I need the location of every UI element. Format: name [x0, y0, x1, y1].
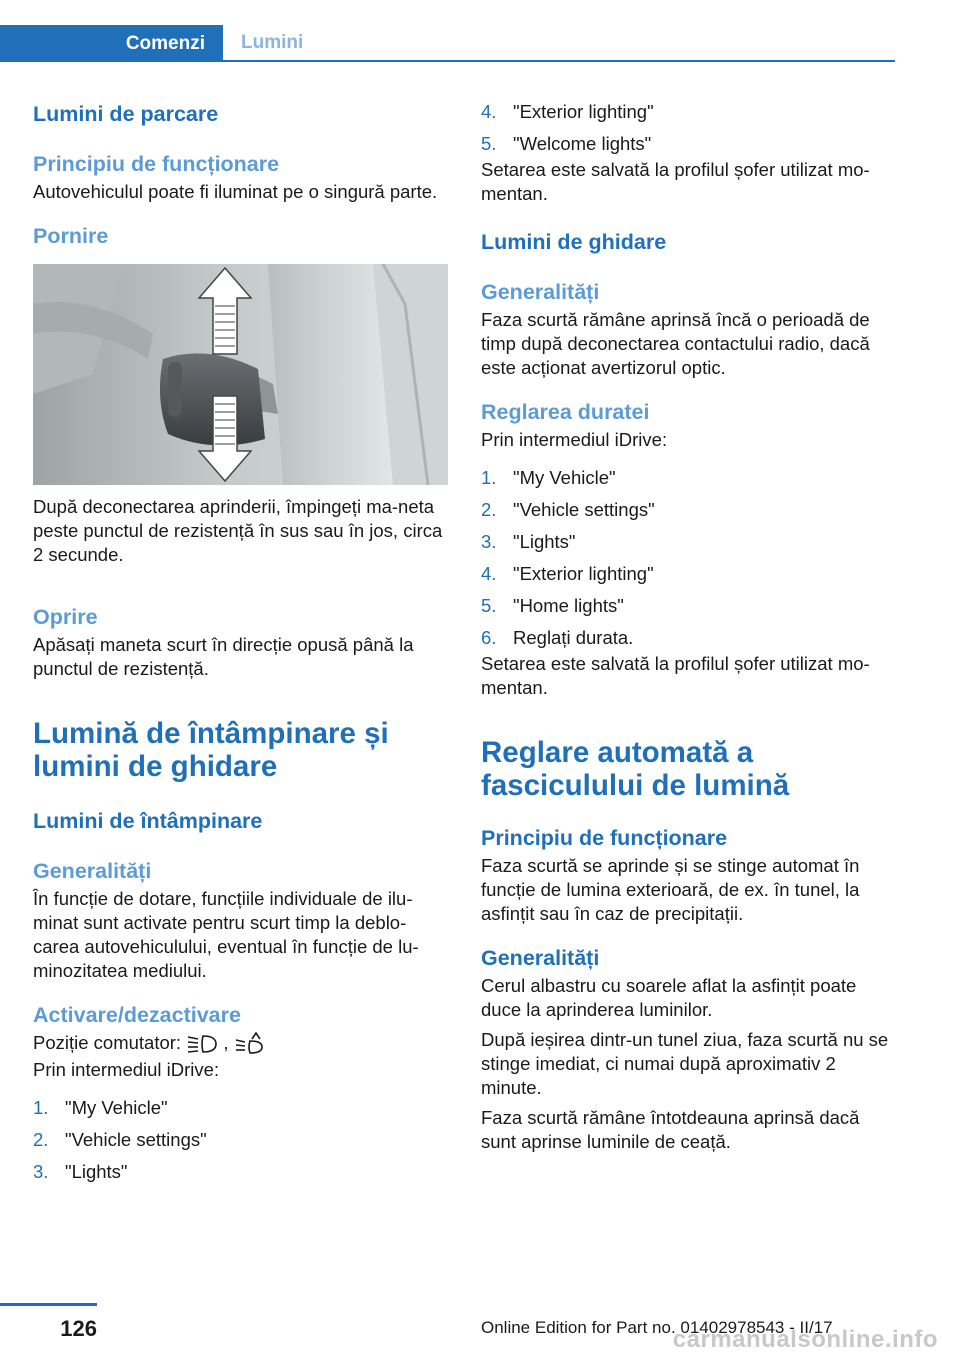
paragraph-generalitati: În funcție de dotare, funcțiile individuale de ilu-minat sunt activate pentru scurt timp la deblo-carea autovehiculului, eventual în funcție de lu-minozitatea mediului.: [33, 888, 419, 981]
paragraph-setare-1: Setarea este salvată la profilul șofer utilizat mo-mentan.: [481, 159, 870, 204]
list-item: 5. "Welcome lights": [481, 133, 652, 154]
list-item: 3. "Lights": [481, 531, 576, 552]
list-item: 2. "Vehicle settings": [33, 1129, 207, 1151]
right-steps-list-top: [481, 100, 896, 164]
list-item: 1. "My Vehicle": [33, 1097, 168, 1119]
left-steps-list: [33, 1096, 448, 1192]
heading-principiu: Principiu de funcționare: [33, 152, 280, 176]
paragraph-oprire: Apăsați maneta scurt în direcție opusă până la punctul de rezistență.: [33, 634, 414, 679]
right-column: [481, 100, 896, 1154]
paragraph-faza-scurta: Faza scurtă rămâne aprinsă încă o perioadă de timp după deconectarea contactului radio, dacă este acționat avertizorul optic.: [481, 309, 870, 378]
heading-reglarea-duratei: Reglarea duratei: [481, 400, 650, 424]
heading-lumina-intampinare: Lumină de întâmpinare și lumini de ghidare: [33, 717, 389, 783]
heading-lumini-intampinare: Lumini de întâmpinare: [33, 809, 263, 833]
paragraph-intro: Autovehiculul poate fi iluminat pe o singură parte.: [33, 181, 438, 202]
paragraph-pornire: După deconectarea aprinderii, împingeți ma-neta peste punctul de rezistență în sus sau în jos, circa 2 secunde.: [33, 496, 443, 565]
auto-light-icon: [234, 1032, 266, 1056]
header-tabs: [0, 25, 895, 61]
paragraph-principiu-2: Faza scurtă se aprinde și se stinge automat în funcție de lumina exterioară, de ex. în tunel, la asfințit sau în caz de precipitații.: [481, 855, 860, 924]
low-beam-icon: [186, 1032, 218, 1056]
footer-rule: [0, 1303, 97, 1306]
lever-photo: [33, 264, 448, 485]
list-item: 5. "Home lights": [481, 595, 624, 616]
list-item: 4. "Exterior lighting": [481, 563, 654, 584]
paragraph-idrive-2: Prin intermediul iDrive:: [481, 429, 668, 450]
list-item: 4. "Exterior lighting": [481, 101, 654, 122]
label-comma: ,: [223, 1032, 229, 1053]
paragraph-cer-albastru: Cerul albastru cu soarele aflat la asfințit poate duce la aprinderea luminilor.: [481, 975, 857, 1020]
edition-note: Online Edition for Part no. 01402978543 - II/17: [481, 1318, 833, 1337]
heading-activare: Activare/dezactivare: [33, 1003, 241, 1027]
right-steps-list: [481, 466, 896, 658]
heading-principiu-2: Principiu de funcționare: [481, 826, 728, 850]
heading-reglare-automata: Reglare automată a fasciculului de lumină: [481, 736, 790, 802]
list-item: 2. "Vehicle settings": [481, 499, 655, 520]
list-item: 3. "Lights": [33, 1161, 128, 1183]
tab-lumini[interactable]: Lumini: [241, 32, 304, 53]
paragraph-setare-2: Setarea este salvată la profilul șofer utilizat mo-mentan.: [481, 653, 870, 698]
label-pozitie: Poziție comutator:: [33, 1032, 182, 1053]
paragraph-ceata: Faza scurtă rămâne întotdeauna aprinsă dacă sunt aprinse luminile de ceață.: [481, 1107, 860, 1152]
heading-oprire: Oprire: [33, 605, 98, 629]
list-item: 6. Reglați durata.: [481, 627, 634, 648]
list-item: 1. "My Vehicle": [481, 467, 616, 488]
left-column: [33, 100, 448, 1192]
page-number: 126: [60, 1316, 97, 1341]
paragraph-pozitie: [33, 1031, 448, 1056]
heading-lumini-parcare: Lumini de parcare: [33, 102, 219, 126]
heading-lumini-ghidare: Lumini de ghidare: [481, 230, 667, 254]
heading-generalitati-3: Generalități: [481, 946, 600, 970]
watermark: carmanualsonline.info: [672, 1326, 938, 1353]
heading-generalitati-2: Generalități: [481, 280, 600, 304]
tab-comenzi[interactable]: Comenzi: [0, 25, 223, 62]
heading-generalitati: Generalități: [33, 859, 152, 883]
paragraph-idrive: Prin intermediul iDrive:: [33, 1059, 220, 1081]
heading-pornire: Pornire: [33, 224, 109, 248]
paragraph-tunel: După ieșirea dintr-un tunel ziua, faza scurtă nu se stinge imediat, ci numai după aproximativ 2 minute.: [481, 1029, 889, 1098]
